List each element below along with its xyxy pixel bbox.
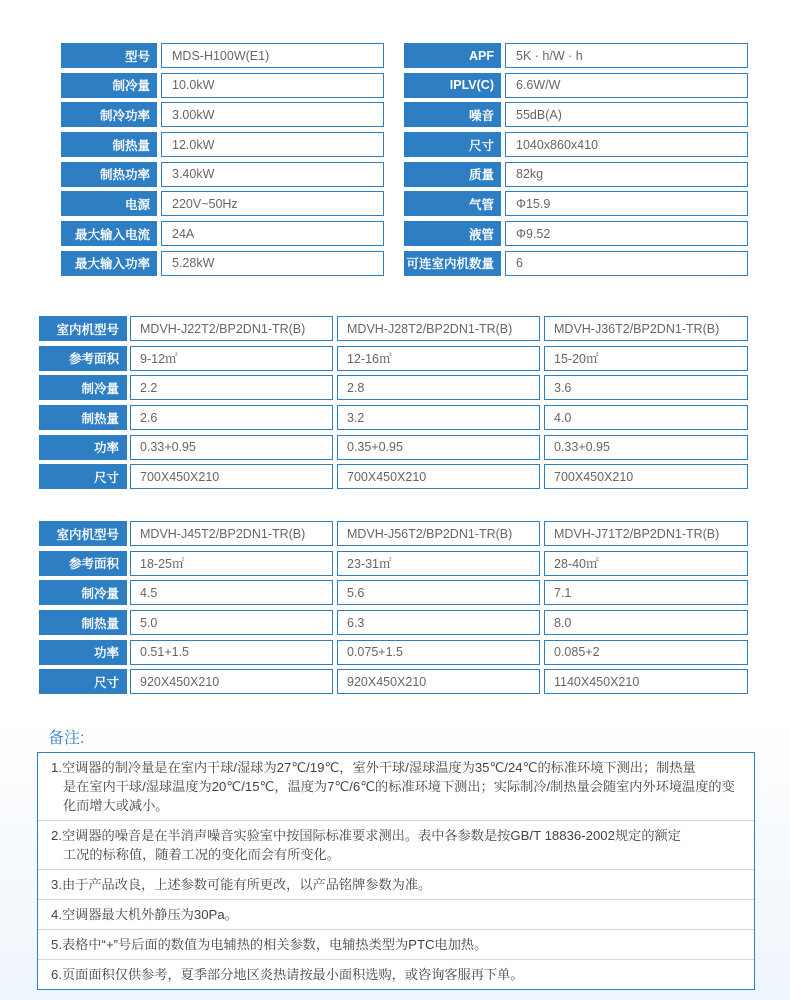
table-cell: 0.33+0.95 xyxy=(544,435,748,460)
table-cell: 4.0 xyxy=(544,405,748,430)
indoor-unit-table-1 xyxy=(39,316,748,494)
table-cell: 920X450X210 xyxy=(337,669,540,694)
note-item xyxy=(38,870,754,900)
table-cell: 3.2 xyxy=(337,405,540,430)
note-text: 3.由于产品改良，上述参数可能有所更改，以产品铭牌参数为准。 xyxy=(51,877,432,892)
spec-label: 电源 xyxy=(61,191,157,216)
table-cell: 9-12㎡ xyxy=(130,346,333,371)
table-cell: MDVH-J45T2/BP2DN1-TR(B) xyxy=(130,521,333,546)
note-item xyxy=(38,753,754,821)
row-label: 室内机型号 xyxy=(39,316,127,341)
spec-value: Φ15.9 xyxy=(505,191,748,216)
note-text-cont: 是在室内干球/湿球温度为20℃/15℃，温度为7℃/6℃的标准环境下测出；实际制冷/制热量会随室内外环境温度的变化而增大或减小。 xyxy=(63,779,735,813)
note-text: 5.表格中“+”号后面的数值为电辅热的相关参数，电辅热类型为PTC电加热。 xyxy=(51,937,488,952)
spec-label: APF xyxy=(404,43,501,68)
table-row xyxy=(39,346,748,371)
spec-label: 最大输入电流 xyxy=(61,221,157,246)
note-text: 4.空调器最大机外静压为30Pa。 xyxy=(51,907,238,922)
spec-value: 12.0kW xyxy=(161,132,384,157)
spec-value: 220V~50Hz xyxy=(161,191,384,216)
spec-value: MDS-H100W(E1) xyxy=(161,43,384,68)
table-cell: MDVH-J22T2/BP2DN1-TR(B) xyxy=(130,316,333,341)
table-cell: 28-40㎡ xyxy=(544,551,748,576)
outdoor-spec-left xyxy=(61,43,384,281)
spec-row xyxy=(404,73,748,98)
spec-label: 气管 xyxy=(404,191,501,216)
row-label: 功率 xyxy=(39,640,127,665)
note-item xyxy=(38,821,754,870)
spec-row xyxy=(404,251,748,276)
row-label: 制热量 xyxy=(39,610,127,635)
spec-row xyxy=(61,162,384,187)
table-row xyxy=(39,610,748,635)
row-label: 制冷量 xyxy=(39,580,127,605)
spec-row xyxy=(61,73,384,98)
spec-value: 10.0kW xyxy=(161,73,384,98)
table-cell: 18-25㎡ xyxy=(130,551,333,576)
spec-label: 液管 xyxy=(404,221,501,246)
table-row xyxy=(39,640,748,665)
table-cell: 0.35+0.95 xyxy=(337,435,540,460)
table-row xyxy=(39,669,748,694)
spec-value: 3.40kW xyxy=(161,162,384,187)
row-label: 尺寸 xyxy=(39,669,127,694)
table-cell: 0.51+1.5 xyxy=(130,640,333,665)
spec-label: 最大输入功率 xyxy=(61,251,157,276)
table-cell: MDVH-J28T2/BP2DN1-TR(B) xyxy=(337,316,540,341)
spec-label: 尺寸 xyxy=(404,132,501,157)
table-cell: 15-20㎡ xyxy=(544,346,748,371)
table-cell: 23-31㎡ xyxy=(337,551,540,576)
spec-value: 24A xyxy=(161,221,384,246)
spec-row xyxy=(404,43,748,68)
table-row xyxy=(39,521,748,546)
spec-row xyxy=(404,102,748,127)
spec-row xyxy=(404,162,748,187)
table-cell: 6.3 xyxy=(337,610,540,635)
spec-value: 6.6W/W xyxy=(505,73,748,98)
spec-row xyxy=(61,132,384,157)
spec-row xyxy=(61,221,384,246)
note-text: 1.空调器的制冷量是在室内干球/湿球为27℃/19℃，室外干球/湿球温度为35℃/24℃的标准环境下测出；制热量 xyxy=(51,760,696,775)
spec-row xyxy=(404,221,748,246)
table-cell: MDVH-J71T2/BP2DN1-TR(B) xyxy=(544,521,748,546)
outdoor-spec-right xyxy=(404,43,748,281)
spec-row xyxy=(61,251,384,276)
table-row xyxy=(39,316,748,341)
spec-value: 6 xyxy=(505,251,748,276)
table-cell: 8.0 xyxy=(544,610,748,635)
row-label: 室内机型号 xyxy=(39,521,127,546)
table-cell: 1140X450X210 xyxy=(544,669,748,694)
notes-title: 备注: xyxy=(48,730,85,747)
spec-label: 制冷功率 xyxy=(61,102,157,127)
spec-value: 5K · h/W · h xyxy=(505,43,748,68)
spec-value: 3.00kW xyxy=(161,102,384,127)
table-cell: 12-16㎡ xyxy=(337,346,540,371)
table-cell: 3.6 xyxy=(544,375,748,400)
row-label: 制冷量 xyxy=(39,375,127,400)
spec-row xyxy=(61,43,384,68)
table-cell: 0.075+1.5 xyxy=(337,640,540,665)
row-label: 尺寸 xyxy=(39,464,127,489)
table-cell: 2.8 xyxy=(337,375,540,400)
spec-value: 82kg xyxy=(505,162,748,187)
spec-label: 型号 xyxy=(61,43,157,68)
spec-row xyxy=(404,191,748,216)
row-label: 参考面积 xyxy=(39,346,127,371)
table-row xyxy=(39,435,748,460)
table-cell: MDVH-J36T2/BP2DN1-TR(B) xyxy=(544,316,748,341)
table-row xyxy=(39,375,748,400)
spec-value: 1040x860x410 xyxy=(505,132,748,157)
spec-label: 噪音 xyxy=(404,102,501,127)
table-row xyxy=(39,580,748,605)
spec-row xyxy=(404,132,748,157)
table-cell: 700X450X210 xyxy=(337,464,540,489)
table-cell: 700X450X210 xyxy=(544,464,748,489)
spec-value: Φ9.52 xyxy=(505,221,748,246)
row-label: 参考面积 xyxy=(39,551,127,576)
row-label: 制热量 xyxy=(39,405,127,430)
table-cell: 920X450X210 xyxy=(130,669,333,694)
spec-value: 55dB(A) xyxy=(505,102,748,127)
table-cell: 5.6 xyxy=(337,580,540,605)
table-cell: 0.085+2 xyxy=(544,640,748,665)
indoor-unit-table-2 xyxy=(39,521,748,699)
table-row xyxy=(39,405,748,430)
note-item xyxy=(38,930,754,960)
spec-label: IPLV(C) xyxy=(404,73,501,98)
table-cell: 7.1 xyxy=(544,580,748,605)
table-row xyxy=(39,551,748,576)
table-row xyxy=(39,464,748,489)
spec-label: 制热量 xyxy=(61,132,157,157)
spec-label: 可连室内机数量 xyxy=(404,251,501,276)
spec-value: 5.28kW xyxy=(161,251,384,276)
note-item xyxy=(38,900,754,930)
table-cell: 2.2 xyxy=(130,375,333,400)
spec-row xyxy=(61,102,384,127)
spec-label: 质量 xyxy=(404,162,501,187)
note-text: 2.空调器的噪音是在半消声噪音实验室中按国际标准要求测出。表中各参数是按GB/T 18836-2002规定的额定 xyxy=(51,828,681,843)
table-cell: 0.33+0.95 xyxy=(130,435,333,460)
note-item xyxy=(38,960,754,989)
table-cell: 2.6 xyxy=(130,405,333,430)
table-cell: MDVH-J56T2/BP2DN1-TR(B) xyxy=(337,521,540,546)
row-label: 功率 xyxy=(39,435,127,460)
spec-label: 制热功率 xyxy=(61,162,157,187)
table-cell: 5.0 xyxy=(130,610,333,635)
spec-label: 制冷量 xyxy=(61,73,157,98)
spec-row xyxy=(61,191,384,216)
note-text-cont: 工况的标称值，随着工况的变化而会有所变化。 xyxy=(63,847,340,862)
table-cell: 4.5 xyxy=(130,580,333,605)
notes-box xyxy=(37,752,755,990)
note-text: 6.页面面积仅供参考，夏季部分地区炎热请按最小面积选购，或咨询客服再下单。 xyxy=(51,967,524,982)
table-cell: 700X450X210 xyxy=(130,464,333,489)
